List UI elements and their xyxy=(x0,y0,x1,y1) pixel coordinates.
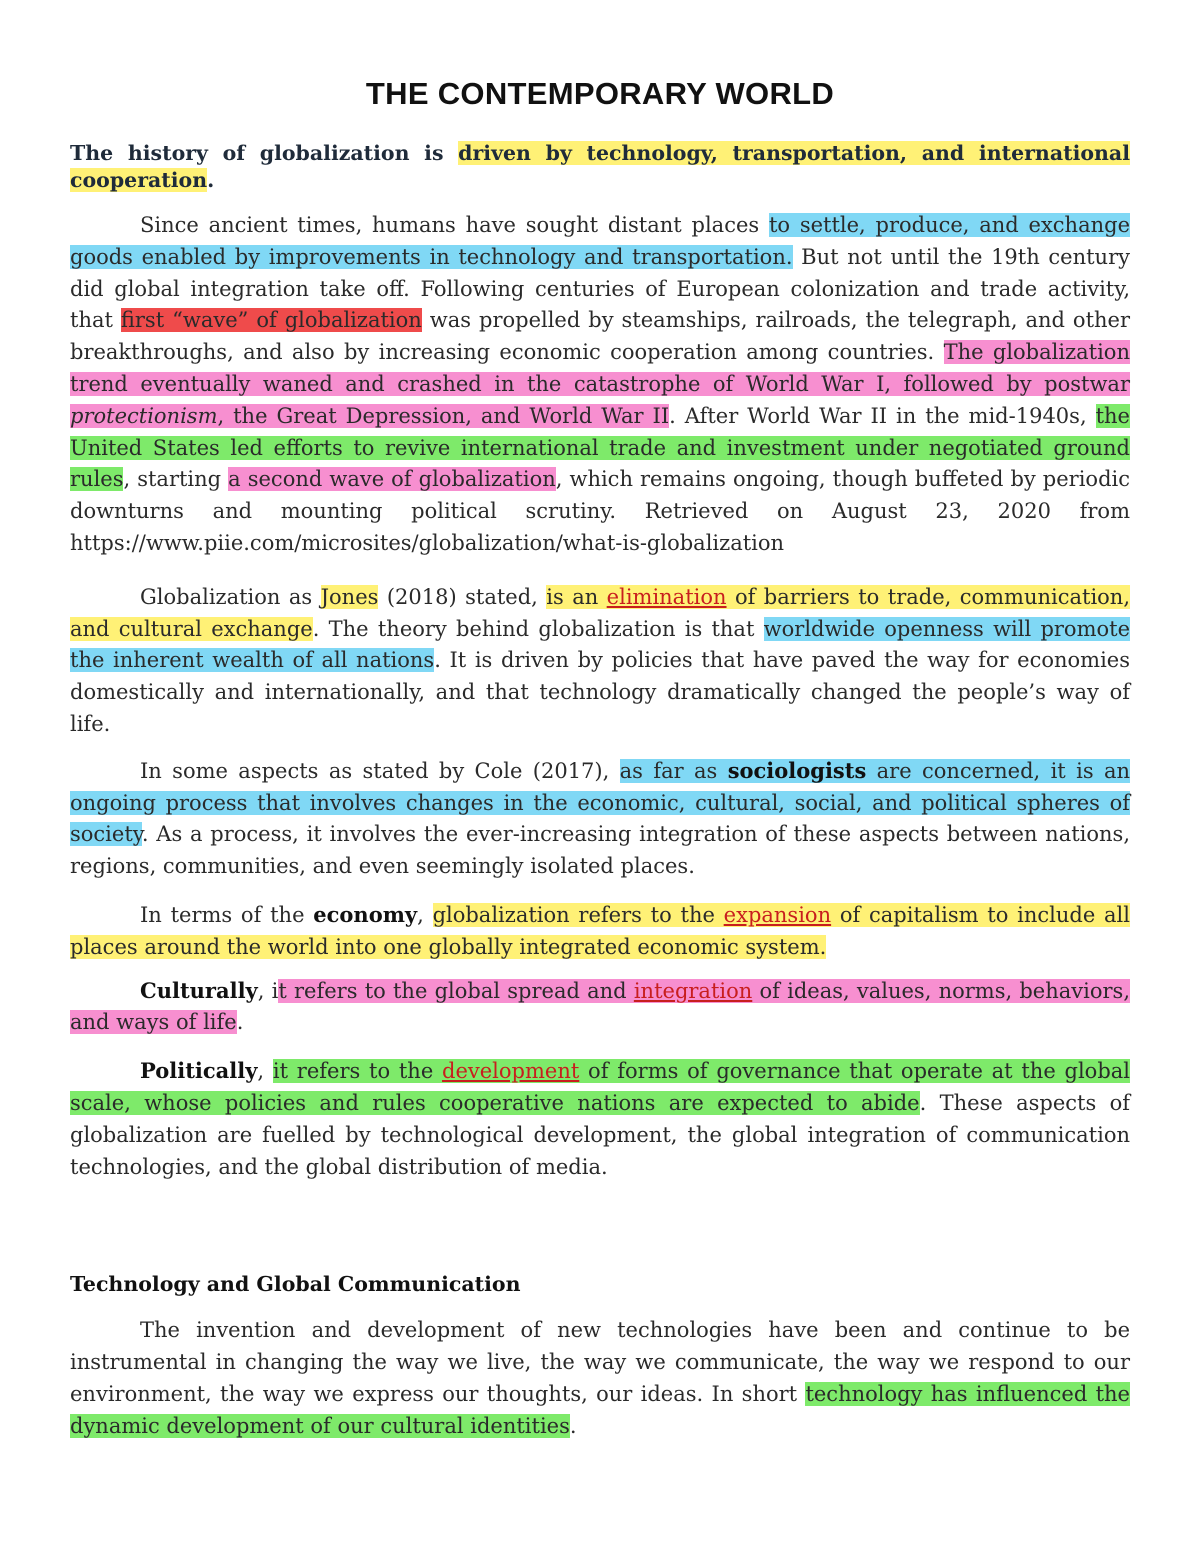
bold-term: Politically xyxy=(140,1058,258,1084)
paragraph-sociologists xyxy=(70,755,1130,883)
text-run: The invention and development of new technologies have been and continue to be instrumental in changing the way we live, the way we communicate, the way we respond to our environment, the way we express our thoughts, our ideas. In short xyxy=(70,1318,1130,1406)
highlight-green: the United States led efforts to revive international trade and investment under negotiated ground rules xyxy=(70,403,1130,492)
text-run: But not until the 19th century did global integration take off. Following centuries of European colonization and trade activity, that xyxy=(70,244,1130,333)
underlined-term: integration xyxy=(633,978,753,1003)
text-run: are concerned, it is an ongoing process that involves changes in the economic, cultural, social, and political spheres of society xyxy=(70,758,1131,847)
text-run: of ideas, values, norms, behaviors, and ways of life xyxy=(70,978,1130,1035)
underlined-term: elimination xyxy=(606,584,727,609)
text-run: . As a process, it involves the ever-increasing integration of these aspects between nations, regions, communities, and even seemingly isolated places. xyxy=(70,822,1130,879)
highlight-yellow: Jones xyxy=(320,584,379,609)
text-run: . After World War II in the mid-1940s, xyxy=(669,403,1096,428)
text-run: , xyxy=(257,1059,273,1084)
text-run: In some aspects as stated by Cole (2017), xyxy=(140,758,620,783)
subheading-end: . xyxy=(207,168,215,192)
text-run: . These aspects of globalization are fuelled by technological development, the global integration of communication technologies, and the global distribution of media. xyxy=(70,1090,1130,1179)
paragraph-history xyxy=(70,210,1130,560)
text-run: In terms of the xyxy=(140,902,314,927)
highlight-green: technology has influenced the dynamic development of our cultural identities xyxy=(70,1381,1130,1438)
highlight-blue: worldwide openness will promote the inherent wealth of all nations xyxy=(70,616,1131,673)
page-title: THE CONTEMPORARY WORLD xyxy=(365,76,835,111)
text-run: Globalization as xyxy=(140,584,321,609)
paragraph-politics xyxy=(70,1055,1130,1183)
text-run: , starting xyxy=(123,467,229,492)
bold-term: economy xyxy=(313,901,418,927)
text-run: . xyxy=(569,1413,577,1438)
text-run: Since ancient times, humans have sought distant places xyxy=(140,213,769,237)
highlight-blue: to settle, produce, and exchange goods enabled by improvements in technology and transportation. xyxy=(70,213,1130,269)
text-run: . xyxy=(236,1010,244,1035)
text-run: it refers to the xyxy=(272,1059,443,1084)
text-run: of barriers to trade, communication, and cultural exchange xyxy=(70,584,1131,641)
text-run: is an xyxy=(546,584,607,609)
text-run: , i xyxy=(257,978,279,1003)
paragraph-technology xyxy=(70,1315,1130,1442)
text-run: of capitalism to include all places around the world into one globally integrated economic system. xyxy=(70,902,1130,959)
highlight-yellow: driven by technology, transportation, and international cooperation xyxy=(70,141,1131,192)
text-run: , the Great Depression, and World War II xyxy=(217,403,670,428)
bold-term: Culturally xyxy=(140,977,258,1003)
text-run: of forms of governance that operate at the global scale, whose policies and rules cooperative nations are expected to abide xyxy=(70,1059,1130,1115)
subheading xyxy=(70,140,1130,194)
text-run: The globalization trend eventually waned and crashed in the catastrophe of World War I, followed by postwar xyxy=(70,340,1130,396)
text-run: globalization refers to the xyxy=(432,902,724,927)
text-run: . It is driven by policies that have paved the way for economies domestically and internationally, and that technology dramatically changed the people’s way of life. xyxy=(70,648,1130,736)
text-run: , which remains ongoing, though buffeted by periodic downturns and mounting political scrutiny. Retrieved on August 23, 2020 from https://www.piie.com/microsites/globalization/what-is-globalization xyxy=(70,467,1130,555)
paragraph-definition xyxy=(70,582,1130,741)
text-run: t refers to the global spread and xyxy=(278,978,634,1003)
underlined-term: expansion xyxy=(723,902,832,927)
section-heading: Technology and Global Communication xyxy=(70,1272,521,1297)
subheading-text: The history of globalization is xyxy=(70,141,459,165)
text-run: as far as xyxy=(619,758,728,783)
document-page xyxy=(70,74,1130,1442)
text-run: (2018) stated, xyxy=(378,584,547,609)
text-run: . The theory behind globalization is that xyxy=(312,616,764,641)
text-run: , xyxy=(417,902,433,927)
highlight-pink: a second wave of globalization xyxy=(228,467,556,492)
underlined-term: development xyxy=(442,1059,580,1084)
italic-term: protectionism xyxy=(70,403,218,428)
bold-term: sociologists xyxy=(727,757,867,783)
text-run: was propelled by steamships, railroads, the telegraph, and other breakthroughs, and also by increasing economic cooperation among countries. xyxy=(70,308,1130,365)
paragraph-culture xyxy=(70,975,1130,1040)
paragraph-economy xyxy=(70,899,1130,964)
highlight-red: first “wave” of globalization xyxy=(120,308,422,333)
